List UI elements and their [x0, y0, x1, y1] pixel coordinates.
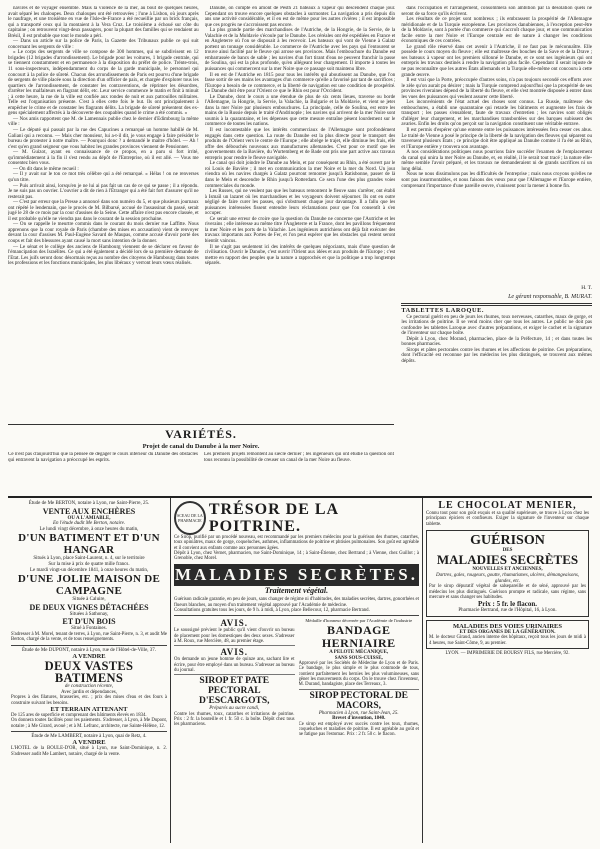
paragraph: Les résultats de ce projet sont nombreux ; ils embrassent la prospérité de l'Allemagne méridionale et de la Turquie européenne. Les provinces danubiennes, à l'exception peut-être de la Moldavie, sont à portée d'un commerce qui s'accroît chaque jour, et une communication facile entre la mer Noire et l'Europe centrale est de nature à changer les conditions économiques de ces contrées. [401, 16, 593, 45]
article-signature: H. T. [581, 285, 593, 291]
sirop-escargots-title: SIROP ET PATE PECTORAL D'ESCARGOTS, [199, 676, 270, 707]
paragraph: Le Danube, dont le cours a une étendue de plus de six cents lieues, traverse ou borde l'Allemagne, la Hongrie, la Servie, la Valachie, la Bulgarie et la Moldavie, et vient se jeter dans la mer Noire par plusieurs embouchures. La principale, celle de Soulina, est entre les mains de la Russie depuis le traité d'Andrinople ; les navires qui arrivent de la mer Noire sont soumis à la quarantaine, et les dépenses que cette mesure entraîne pèsent lourdement sur le commerce de toutes les nations. [204, 93, 396, 128]
guerison-title: GUÉRISON [470, 532, 545, 548]
sirop-macors-title: SIROP PECTORAL DE MACORS, [309, 690, 409, 711]
news-column-2-text [205, 6, 396, 493]
etude-dupont: Étude de Me DUPONT, notaire à Lyon, rue de l'Hôtel-de-Ville, 37. [21, 647, 157, 653]
bandage-medal: Médaille d'honneur décernée par l'Académie de l'industrie [305, 618, 413, 624]
paragraph: Il est permis d'espérer qu'une entente entre les puissances intéressées fera cesser ces abus. Le traité de Vienne a posé le principe de la liberté de la navigation des fleuves qui séparent ou traversent plusieurs États ; ce principe doit être appliqué au Danube comme il l'a été au Rhin, et l'Europe entière y trouvera son avantage. [401, 127, 593, 150]
maladies-sub: NOUVELLES ET ANCIENNES, [472, 567, 543, 573]
avis-1-title: AVIS. [220, 618, 249, 629]
etude-berton: Étude de Me BERTON, notaire à Lyon, rue Saint-Pierre, 25. [28, 501, 150, 506]
top-columns [8, 6, 592, 493]
tresor-depot: Dépôt à Lyon, chez Vernet, pharmacien, rue Saint-Dominique, 14 ; à Saint-Étienne, chez Bertrand ; à Vienne, chez Guillot ; à Grenoble, chez Morel. [174, 550, 419, 562]
varietes-subtitle: Projet de canal du Danube à la mer Noire. [142, 443, 260, 450]
vente-info: S'adresser à M. Morel, tenant de terres, à Lyon, rue Saint-Pierre, n. 3, et audit Me Berton, chargé de la vente, et de tous renseignements. [11, 631, 167, 643]
paragraph: Les inconvénients de l'état actuel des choses sont connus. La Russie, maîtresse des embouchures, a établi une quarantaine qui retarde les bâtiments et augmente les frais de transport ; les passes s'ensablent, faute de travaux d'entretien ; les navires sont obligés d'alléger leur chargement, et les marchandises transbordées sur des barques subissent des avaries. Enfin les droits qu'on perçoit sur la navigation constituent une véritable entrave. [401, 99, 593, 128]
varietes-section [8, 422, 394, 493]
varietes-col-2: Les premiers projets remontent au siècle dernier ; les ingénieurs qui ont étudié la question ont tous reconnu la possibilité de creuser un canal de la mer Noire au fleuve. [204, 452, 394, 463]
paragraph: Il ne s'agit pas seulement ici des intérêts de quelques négociants, mais d'une question de civilisation. Ouvrir le Danube, c'est ouvrir l'Orient aux idées et aux produits de l'Europe ; c'est mettre en rapport des peuples que la nature a rapprochés et que la politique a trop longtemps séparés. [204, 243, 396, 267]
bandage-text: Approuvé par les Sociétés de Médecine de Lyon et de Paris. Ce bandage, le plus simple et le plus commode de tous, contient parfaitement les hernies les plus volumineuses, sans gêner les mouvements du corps. On le trouve chez l'inventeur, M. Durand, bandagiste, place des Terreaux, 3. [298, 661, 419, 688]
paragraph: Sirops et pâtes pectorales contre les rhumes et les affections de poitrine. Ces préparations, dont l'efficacité est reconnue par les médecins les plus distingués, se trouvent aux mêmes dépôts. [401, 346, 593, 364]
tresor-text: Ce Sirop, purifié par un procédé nouveau, est recommandé par les premiers médecins pour la guérison des rhumes, catarrhes, toux opiniâtres, maux de gorge, coqueluches, asthmes, inflammations de poitrine et phtisies pulmonaires. Son goût est agréable et il convient aux enfants comme aux personnes âgées. [174, 535, 419, 551]
hotel-description: L'HOTEL de la BOULE-D'OR, situé à Lyon, rue Saint-Dominique, n. 2. S'adresser audit Me Lambert, notaire, chargé de la vente. [11, 746, 167, 757]
urinaires-title: MALADIES DES VOIES URINAIRES [452, 622, 562, 630]
paragraph: Il est vrai que la Porte, préoccupée d'autres soins, n'a pas toujours secondé ces efforts avec le zèle qu'on aurait pu désirer ; mais la Turquie comprend aujourd'hui que la prospérité de ses provinces riveraines dépend de la liberté du fleuve, et elle s'est montrée disposée à entrer dans les vues des puissances qui veulent assurer cette liberté. [401, 77, 593, 100]
tablettes-title: TABLETTES LAROQUE. [401, 307, 485, 314]
imprint-footer: LYON. — IMPRIMERIE DE BOURSY FILS, rue Mercière, 92. [445, 650, 570, 656]
paragraph: Dépôt à Lyon, chez Morand, pharmacien, place de la Préfecture, 14 ; et dans toutes les bonnes pharmacies. [401, 335, 593, 348]
deux-location: Avec jardin et dépendances, [61, 689, 117, 695]
paragraph: Nous ne nous dissimulons pas les difficultés de l'entreprise ; mais nous croyons qu'elles ne sont pas insurmontables, et nous faisons des vœux pour que l'Allemagne et l'Europe entière, comprenant l'importance d'une pareille œuvre, s'unissent pour la mener à bonne fin. [401, 171, 593, 189]
lot1-location: Situés à Lyon, place Saint-Laurent, n. 4, sur le territoire [33, 556, 145, 562]
tablettes-laroque [401, 306, 592, 460]
maladies-banner: MALADIES SECRÈTES. [175, 565, 418, 585]
guerison-box [426, 530, 589, 617]
avis-2-text: On demande un jeune homme de quinze ans, sachant lire et écrire, pour être employé dans un bureau. S'adresser au bureau du journal. [174, 657, 295, 673]
prix-flacon: Prix : 5 fr. le flacon. [477, 600, 538, 609]
lot2-date: Le mardi vingt-un décembre 1841, à onze heures du matin, [29, 567, 149, 573]
paragraph: Le canal qui doit joindre le Danube au Mein, et par conséquent au Rhin, a été ouvert par le roi Louis de Bavière ; il met en communication la mer Noire et la mer du Nord. Un jour viendra où les navires chargés à Galatz pourront remonter jusqu'à Ratisbonne, passer de là dans le Mein et descendre le Rhin jusqu'à Rotterdam. Ce sera l'une des plus grandes voies commerciales du monde. [204, 160, 396, 189]
paragraph: Ce serait une erreur de croire que la question du Danube ne concerne que l'Autriche et les riverains ; elle intéresse au même titre l'Angleterre et la France, dont les pavillons fréquentent la mer Noire et les ports de la Valachie. Les ingénieurs autrichiens ont déjà fait exécuter des travaux importants aux Portes de Fer, et l'on peut espérer que les obstacles qui restent seront bientôt vaincus. [204, 215, 396, 244]
paragraph: — Il y avait sur le ton ce mot très célèbre qui a été remarqué. » Hélas ! on ne renverses qu'un titre. [8, 171, 199, 183]
paragraph: dans l'occupation et l'arrangement, consommera son ambition par la désolation quels ne seront de sa force qu'ils écrivent. [401, 6, 593, 17]
lot1-price: Sur la mise à prix de quatre mille francs. [48, 561, 130, 567]
vente-date: Le lundi vingt décembre, à onze heures du matin, [39, 526, 139, 532]
chocolat-guerison-column [422, 498, 592, 843]
paragraph: navires et de voyager ensemble. Mais la violence de la mer, au bout de quelques heures, avait séparé les chaloupes. Deux chaloupes ont été retrouvées ; l'une à Lisbon, où jours après le naufrage, et une troisième en vue de l'Isle-de-France a été recueillie par un brick français, qui a transporté ceux qui la montaient à la Vera Cruz. Le troisième a échoué sur côte du capitaine ; on retrouvent vingt-deux passagers, pour la plupart des familles qui se rendaient au Brésil, il est probable que tout le monde a péri. [8, 6, 199, 39]
maladies-text: Guérison radicale garantie, en peu de jours, sans changer de régime ni d'habitudes, des maladies secrètes, dartres, gonorrhées et flueurs blanches, au moyen d'un traitement végétal approuvé par l'Académie de médecine. [174, 597, 419, 608]
maladies-list: Dartres, gales, rougeurs, goutte, rhumatismes, ulcères, démangeaisons, glandes, etc. [435, 573, 580, 584]
deux-vastes-batimens: DEUX VASTES BATIMENS [44, 659, 134, 686]
a-vendre-1: A VENDRE [72, 653, 106, 661]
traitement-vegetal: Traitement végétal. [264, 586, 329, 596]
gerant-line: Le gérant responsable, B. MURAT. [508, 294, 593, 300]
sirop-macors-sub: Pharmacien à Lyon, rue Saint-Jean, 25. [318, 710, 399, 716]
paragraph: Danube, on compte en amont de Pesth 21 bateaux à vapeur qui descendent chaque jour. Cependant on trouve encore quelques obstacles à surmonter. La navigation a pris depuis dix ans une activité considérable, et il en est de même pour les autres rivières ; il est impossible que ces progrès ne s'accroissent pas encore. [204, 6, 396, 28]
lot-batiment-hangar: D'UN BATIMENT ET D'UN HANGAR [18, 532, 160, 557]
remedies-subcolumns [174, 618, 419, 737]
tresor-header [174, 501, 419, 535]
maladies-description: Par le sirop dépuratif végétal de salsepareille et de séné, approuvé par les médecins les plus distingués. Guérison prompte et radicale, sans régime, sans mercure et sans changer ses habitudes. [429, 584, 586, 600]
deux-sub: de construction récente, [64, 684, 114, 690]
news-column-3 [401, 6, 592, 493]
avis-1-text: Le soussigné prévient le public qu'il vient d'ouvrir un bureau de placement pour les domestiques des deux sexes. S'adresser à M. Roux, rue Mercière, 48, au premier étage. [174, 628, 295, 644]
lot4-location: Situé à Fontaines. [71, 626, 107, 632]
urinaires-text: M. le docteur Giraud, ancien interne des hôpitaux, reçoit tous les jours de midi à 4 heures, rue Saint-Côme, 9, au premier. [429, 635, 586, 646]
chocolat-text: Connu tout pour son goût exquis et sa qualité supérieure, se trouve à Lyon chez les principaux épiciers et confiseurs. Exiger la signature de l'inventeur sur chaque tablette. [426, 511, 589, 527]
lot-vignes: DE DEUX VIGNES DÉTACHÉES [29, 602, 149, 612]
maladies-depot: Consultations gratuites tous les jours, de 9 h. à midi, à Lyon, place Bellecour, 12, pharmacie Bertrand. [174, 608, 370, 614]
lot3-location: Situées à Sathonay, [69, 611, 109, 617]
paragraph: Le grand rôle réservé dans cet avenir à l'Autriche, il ne faut pas le méconnaître. Elle possède le cours moyen du fleuve ; elle est maîtresse des bouches de la Save et de la Drave ; ses bateaux à vapeur ont les premiers sillonné le Danube, et ce sont ses ingénieurs qui ont entrepris les travaux destinés à rendre la navigation plus facile. Cependant il serait injuste de ne pas reconnaître que les autres États allemands et la Turquie elle-même ont concouru à cette grande œuvre. [401, 43, 593, 78]
paragraph: — Puis arrivait ainsi, lorsqu'en je ne lui ai pas fait un cas de ce qui se passe ; il a répondu. Je ne suis pas un ouvrier. L'ouvrier a dit de rien à l'Étranger qui a été fait fort d'assurer qu'il ne resterait pas. [8, 182, 199, 200]
paragraph: Les Russes, qui ne veulent pas que les bateaux remontent le fleuve sans s'arrêter, ont établi à Ismaïl un lazaret où les marchandises et les voyageurs doivent séjourner. Ils ont en outre négligé de faire curer les passes, qui s'obstruent chaque jour davantage. Il a fallu que les puissances intéressées fissent entendre leurs réclamations pour que l'on consentît à s'en occuper. [204, 188, 396, 217]
paragraph: — Le député qui passait par la rue des Capucines a remarqué un homme habillé de M. Galiani qui a reconnu. — Mais cher monsieur, lui a-t-il dit, je vous engage à faire présider le bureau de protester à notre maître. — Pourquoi donc ? a demandé le maître d'hôtel. — Ah ! c'est qu'en grand seigneur que vous habitez les grandes provinces viennent de Pensionner. [8, 127, 199, 150]
paragraph: A nos considérations politiques nous pourrions faire succéder l'examen de l'emplacement du canal qui unira la mer Noire au Danube, et, en réalité, il le serait tout tracé ; la nature elle-même semble l'avoir préparé, et les travaux ne demanderaient ni de grands sacrifices ni un long délai. [401, 149, 593, 172]
news-column-1-text [8, 6, 199, 417]
prix-location: Pharmacie Bertrand, rue de l'Hôpital, 16, à Lyon. [458, 608, 557, 614]
bandage-sub2: SANS SOUS-CUISSE, [334, 655, 383, 661]
remedies-column [170, 498, 422, 843]
lot-bois: ET D'UN BOIS [62, 617, 116, 627]
urinaires-sub: ET DES ORGANES DE LA GÉNÉRATION. [459, 629, 556, 635]
bandage-herniaire-title: BANDAGE HERNIAIRE [321, 622, 396, 650]
varietes-title: VARIÉTÉS. [165, 427, 237, 441]
news-column-2 [205, 6, 396, 493]
deux-description: Propres à des filatures, brasseries, etc. ; prix des mises d'eau et des fours à construire suivant les besoins. [11, 695, 167, 706]
vente-sub: OU A L'AMIABLE, [67, 515, 111, 521]
remedies-right [299, 618, 420, 737]
paragraph: Ce pectoral guérit en peu de jours les rhumes, toux nerveuses, catarrhes, maux de gorge, et les irritations de poitrine. Il se vend moins cher que tous les autres. Le public ne doit pas confondre les tablettes Laroque avec d'autres préparations, et exiger le cachet et la signature de l'inventeur sur chaque boîte. [401, 313, 593, 337]
lot-maison-campagne: D'UNE JOLIE MAISON DE CAMPAGNE [17, 573, 161, 598]
sirop-macors-sub2: Brevet d'invention, 1840. [332, 716, 386, 722]
newspaper-page [8, 6, 592, 843]
avis-2-title: AVIS. [220, 647, 249, 658]
paragraph: — On se rappelle le meurtre commis dans le courant du mois dernier rue Laffitte. Nous apprenons que la cour royale de Paris (chambre des mises en accusation) vient de renvoyer devant la cour d'assises M. Paul-Eugène Savard de Maupas, comme accusé d'avoir porté des coups et fait des blessures ayant causé la mort sans intention de la donner. [8, 221, 199, 244]
terrain-description: De 125 ares de superficie et comprenant des bâtiments élevés en 1834. [11, 712, 147, 718]
legal-notices-column [8, 498, 170, 843]
varietes-col-1: Ce n'est pas d'aujourd'hui que la pensée de dégager le cours inférieur du Danube des obstacles qui entravent la navigation a préoccupé les esprits. [8, 452, 198, 463]
chocolat-menier-title: LE CHOCOLAT MENIER, [438, 500, 577, 511]
paragraph: — Nos amis rapportent que M. de Lamennais publie chez le dernier d'Edimbourg la même ville : [8, 115, 199, 128]
pharmacy-seal-icon: SCEAU DE LA PHARMACIE [174, 501, 206, 535]
vente-title: VENTE AUX ENCHÈRES [42, 506, 136, 516]
terrain-info: On donnera toutes facilités pour les paiements. S'adresser, à Lyon, à Me Dupont, notaire ; à Me Girard, avoué ; et à M. Lefranc, architecte, rue Sainte-Hélène, 12. [11, 718, 167, 729]
etude-lambert: Étude de Me LAMBERT, notaire à Lyon, quai de Retz, 4. [31, 733, 147, 739]
urinaires-box [426, 620, 589, 649]
sirop-macors-text: Ce sirop est employé avec succès contre les toux, rhumes, coqueluches et maladies de poitrine. Il est agréable au goût et ne fatigue pas l'estomac. Prix : 2 fr. 50 c. le flacon. [298, 721, 419, 738]
paragraph: « Le corps des sergents de ville se compose de 300 hommes, qui se subdivisent en 12 brigades (12 brigades d'arrondissement). Le brigade pour les voitures, 1 brigade centrale, qui se tiennent constamment et en permanence à la disposition du préfet de police. Trénte-trois, 11 sous-inspecteurs, indépendamment du corps de la garde municipale, le personnel qui concourt à la police de sûreté. Chacun des arrondissements de Paris est pourvu d'une brigade de sergents de ville placée sous la direction d'un officier de paix, et chargée d'explorer tous les quartiers de l'arrondissement, de constater les contraventions, de réprimer les désordres, d'arrêter les malfaiteurs en flagrant délit, etc. Leur service commence le matin et finit à minuit ; à cette heure, la rue de la ville est confiée aux rondes de nuit et aux patrouilles militaires. Telle est l'organisation présente. C'est à elles cette fois le but. Ils ont principalement à empêcher le crime et de constater les flagrants délits. La brigade de sûreté présentent des ex-gens spécialement affectés à la découverte des coupables quand le crime a été commis. » [8, 49, 199, 117]
advertisements [8, 496, 592, 843]
news-column-1 [8, 6, 199, 493]
paragraph: — M. Guizot, ayant eu connaissance de ce propos, en a paru si fort irrité, qu'immédiatement à la fin il s'est rendu au dépôt de l'Entreprise, où il est allé. — Vous me consentez bien vous. [8, 149, 199, 167]
vente-location: En l'étude dudit Me Berton, notaire. [52, 521, 126, 527]
paragraph: Il en est de l'Autriche en 1815 pour tous les intérêts qui aboutissent au Danube, que l'on fasse sortir de ses mains les avantages d'un commerce qu'elle a favorisé par tant de sacrifices ; l'Europe a besoin de ce commerce, et la liberté de navigation est une condition de prospérité. Le Danube doit être pour l'Orient ce que le Rhin est pour l'Occident. [204, 71, 396, 95]
terrain-attenant: ET TERRAIN ATTENANT [50, 705, 128, 713]
bandage-sub: A PELOTE MÉCANIQUE, [329, 649, 389, 655]
sirop-escargots-text: Contre les rhumes, toux, catarrhes et irritations de poitrine. Prix : 2 fr. la bouteille et 1 fr. 50 c. la boîte. Dépôt chez tous les pharmaciens. [174, 711, 295, 728]
lot2-location: Située à Caluire, [72, 597, 106, 603]
paragraph: — On dit dans le même recueil : [13, 165, 79, 172]
paragraph: — Le sénat et le collège des anciens de Hambourg viennent de se déclarer en faveur de l'émancipation des Israélites. Ce qui a été également a décidé lors de sa première demande de l'Etat. Les juifs seront donc désormais reçus au nombre des citoyens de Hambourg dans toutes les professions et les fonctions municipales, les plus libéraux y verront leurs vœux réalisés. [8, 243, 199, 267]
paragraph: Il est incontestable que les intérêts commerciaux de l'Allemagne sont profondément engagés dans cette question. La route du Danube est la plus directe pour le transport des produits de l'Orient vers le centre de l'Europe ; elle abrège le trajet, elle diminue les frais, elle offre des débouchés nouveaux aux manufactures allemandes. C'est pour ce motif que les gouvernements de la Bavière, du Wurtemberg et de Bade ont pris une part active aux travaux entrepris pour rendre le fleuve navigable. [204, 127, 396, 161]
paragraph: — Dans un article sur la police de Paris, la Gazette des Tribunaux publie ce qui suit concernant les sergents de ville : [8, 38, 199, 50]
guerison-des: DES [502, 547, 513, 553]
sirop-escargots-sub: Préparés au sucre candi, [209, 706, 260, 712]
a-vendre-2: A VENDRE [72, 739, 106, 747]
news-column-3-text [401, 6, 592, 284]
tresor-title: TRÉSOR DE LA POITRINE. [208, 501, 339, 535]
remedies-left [174, 618, 295, 737]
paragraph: — C'est par erreur que la Presse a annoncé dans son numéro du 5, et que plusieurs journaux ont répété le lendemain, que le procès de M. Bilbarsé, accusé de l'assassinat du passé, serait jugé le 28 de ce mois par la cour d'assises de la Seine. Cette affaire n'est pas encore classée, et il est probable qu'elle ne viendra pas dans le courant de la session prochaine. [8, 199, 199, 222]
paragraph: La plus grande partie des marchandises de l'Autriche, de la Hongrie, de la Servie, de la Valachie et de la Moldavie s'écoule par le Danube. Les céréales ont été expédiées en France et en Angleterre où l'on se disposait à les recevoir. Les bateaux qui vont de Vienne à Galatz portent un tonnage considérable. Le commerce de l'Autriche avec les pays qui l'entourent se trouve ainsi facilité par le fleuve qui arrose ses provinces. Mais l'embouchure du Danube est embarrassée de bancs de sable ; les navires d'un fort tirant d'eau ne peuvent franchir la passe de Soulina, qui est la plus profonde, qu'en allégeant leur chargement. Il importe à toutes les puissances qui commercent sur la mer Noire que ce passage soit maintenu libre. [204, 27, 396, 73]
maladies-secretes-title: MALADIES SECRÈTES [436, 552, 579, 568]
